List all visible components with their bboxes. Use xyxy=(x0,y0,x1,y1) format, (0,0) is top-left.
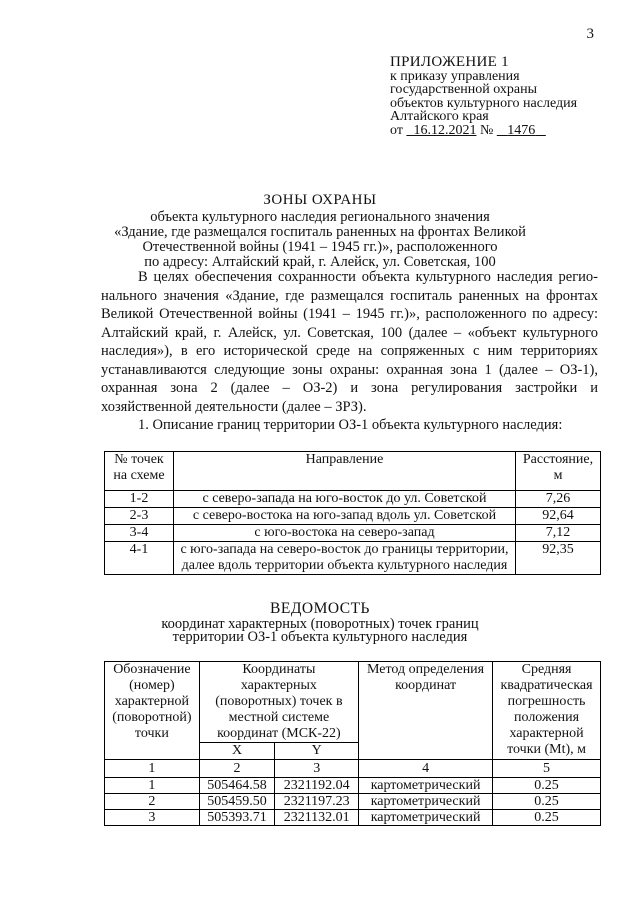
appendix-block xyxy=(390,56,577,137)
cell-y: 2321132.01 xyxy=(275,810,359,826)
col-number: 3 xyxy=(275,760,359,778)
vedomost-heading xyxy=(0,602,640,644)
col-header-y: Y xyxy=(275,743,359,760)
col-header-error: Средняя квадратическая погрешность положения характерной точки (Mt), м xyxy=(493,662,601,760)
table-row xyxy=(105,491,601,508)
cell-distance: 7,26 xyxy=(516,491,601,508)
cell-distance: 7,12 xyxy=(516,525,601,542)
page-number: 3 xyxy=(586,26,594,42)
cell-x: 505464.58 xyxy=(199,778,275,794)
col-number: 1 xyxy=(105,760,200,778)
appendix-line: государственной охраны xyxy=(390,82,538,97)
boundary-table xyxy=(104,451,601,575)
col-header-distance: Расстояние, м xyxy=(516,452,601,491)
cell-error: 0.25 xyxy=(493,794,601,810)
cell-x: 505459.50 xyxy=(199,794,275,810)
document-heading xyxy=(0,193,640,270)
cell-method: картометрический xyxy=(359,794,493,810)
cell-direction: с северо-запада на юго-восток до ул. Советской xyxy=(174,491,516,508)
table-row xyxy=(105,778,601,794)
col-number: 2 xyxy=(199,760,275,778)
cell-method: картометрический xyxy=(359,778,493,794)
number-sign: № xyxy=(479,122,494,138)
heading-line: объекта культурного наследия регионального значения xyxy=(150,209,490,225)
cell-points: 1-2 xyxy=(105,491,174,508)
heading-line: Отечественной войны (1941 – 1945 гг.)», расположенного xyxy=(142,239,498,255)
body-text xyxy=(101,268,598,435)
cell-direction: с юго-запада на северо-восток до границы территории, далее вдоль территории объекта культурного наследия xyxy=(174,542,516,575)
appendix-line: объектов культурного наследия xyxy=(390,95,578,111)
section-item-1: 1. Описание границ территории ОЗ-1 объекта культурного наследия: xyxy=(138,417,563,433)
cell-method: картометрический xyxy=(359,810,493,826)
table-header-row xyxy=(105,452,601,491)
cell-points: 4-1 xyxy=(105,542,174,575)
vedomost-line: территории ОЗ-1 объекта культурного наследия xyxy=(172,629,468,645)
appendix-title: ПРИЛОЖЕНИЕ 1 xyxy=(390,54,509,70)
body-paragraph: В целях обеспечения сохранности объекта культурного наследия регио-нального значения «Здание, где размещался госпиталь раненных на фронтах Великой Отечественной войны (1941 – 1945 гг.)», расположенного по адресу: Алтайский край, г. Алейск, ул. Советская, 100 (далее – «объект культурного наследия»), в его исторической среде на сопряженных с ним территориях устанавливаются следующие зоны охраны: охранная зона 1 (далее – ОЗ-1), охранная зона 2 (далее – ОЗ-2) и зона регулирования застройки и хозяйственной деятельности (далее – ЗРЗ). xyxy=(101,269,598,415)
vedomost-line: координат характерных (поворотных) точек границ xyxy=(161,616,479,632)
appendix-date-line xyxy=(390,124,577,138)
cell-error: 0.25 xyxy=(493,778,601,794)
col-header-x: X xyxy=(199,743,275,760)
col-header-coordinates: Координаты характерных (поворотных) точек в местной системе координат (МСК-22) xyxy=(199,662,358,743)
appendix-line: Алтайского края xyxy=(390,109,489,124)
appendix-line: к приказу управления xyxy=(390,68,520,84)
cell-y: 2321192.04 xyxy=(275,778,359,794)
cell-points: 3-4 xyxy=(105,525,174,542)
col-header-direction: Направление xyxy=(174,452,516,491)
table-row xyxy=(105,794,601,810)
cell-point-id: 3 xyxy=(105,810,200,826)
table-row xyxy=(105,542,601,575)
table-header-row xyxy=(105,662,601,743)
cell-direction: с северо-востока на юго-запад вдоль ул. Советской xyxy=(174,508,516,525)
heading-line: «Здание, где размещался госпиталь раненных на фронтах Великой xyxy=(114,224,526,240)
cell-y: 2321197.23 xyxy=(275,794,359,810)
cell-direction: с юго-востока на северо-запад xyxy=(174,525,516,542)
cell-error: 0.25 xyxy=(493,810,601,826)
table-row xyxy=(105,525,601,542)
col-number: 5 xyxy=(493,760,601,778)
table-row xyxy=(105,508,601,525)
col-header-method: Метод определения координат xyxy=(359,662,493,760)
cell-point-id: 2 xyxy=(105,794,200,810)
order-number: 1476 xyxy=(507,122,536,138)
col-number: 4 xyxy=(359,760,493,778)
table-row xyxy=(105,810,601,826)
heading-line: по адресу: Алтайский край, г. Алейск, ул. Советская, 100 xyxy=(144,254,496,270)
cell-point-id: 1 xyxy=(105,778,200,794)
vedomost-title: ВЕДОМОСТЬ xyxy=(270,600,370,617)
document-title: ЗОНЫ ОХРАНЫ xyxy=(263,192,377,208)
col-header-designation: Обозначение (номер) характерной (поворотной) точки xyxy=(105,662,200,760)
cell-distance: 92,64 xyxy=(516,508,601,525)
column-number-row xyxy=(105,760,601,778)
date-prefix: от xyxy=(390,122,403,138)
coordinates-table xyxy=(104,661,601,826)
col-header-points: № точек на схеме xyxy=(105,452,174,491)
order-date: 16.12.2021 xyxy=(413,122,477,138)
cell-points: 2-3 xyxy=(105,508,174,525)
cell-x: 505393.71 xyxy=(199,810,275,826)
cell-distance: 92,35 xyxy=(516,542,601,575)
